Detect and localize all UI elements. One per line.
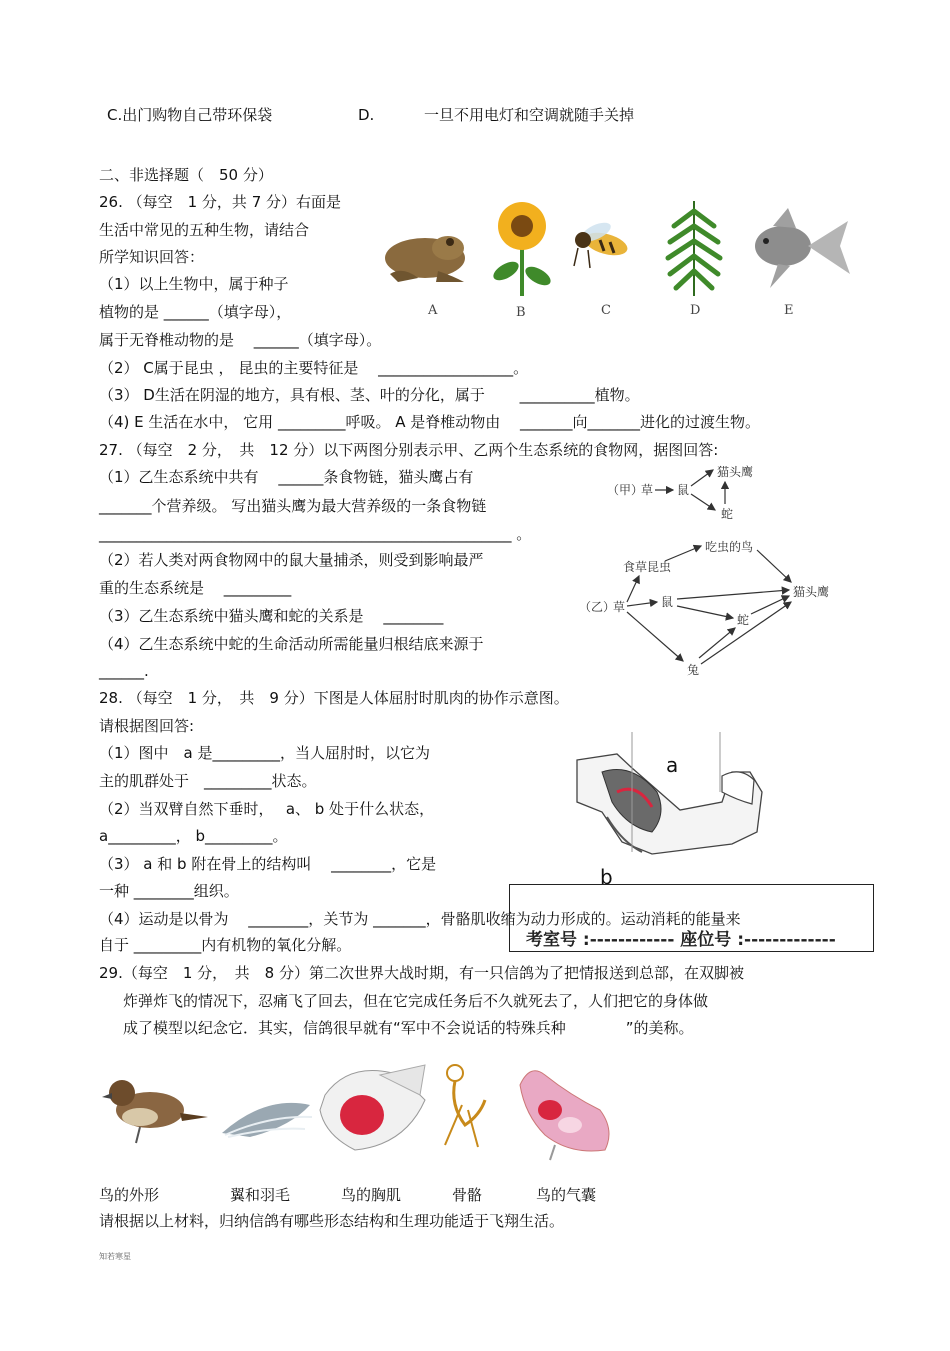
bird-skeleton-image	[445, 1065, 485, 1147]
frog-image	[385, 236, 465, 282]
yi-snake: 蛇	[737, 613, 750, 627]
jia-snake: 蛇	[721, 507, 734, 521]
sunflower-image	[490, 202, 553, 296]
yi-bird: 吃虫的鸟	[705, 540, 754, 554]
q28-line-5: （2）当双臂自然下垂时， a、 b 处于什么状态，	[99, 800, 435, 818]
q27-line-3: _______个营养级。 写出猫头鹰为最大营养级的一条食物链	[99, 497, 487, 515]
section-heading: 二、非选择题（ 50 分）	[99, 166, 273, 184]
label-c: C	[601, 303, 611, 318]
q26-line-7: （2） C属于昆虫 ， 昆虫的主要特征是 __________________。	[99, 359, 529, 377]
q29-line-4: 请根据以上材料，归纳信鸽有哪些形态结构和生理功能适于飞翔生活。	[99, 1212, 565, 1230]
q29-line-3: 成了模型以纪念它．其实，信鸽很早就有“军中不会说话的特殊兵种 ”的美称。	[123, 1019, 694, 1037]
q26-line-8: （3） D生活在阴湿的地方，具有根、茎、叶的分化，属于 __________植物。	[99, 386, 640, 404]
q26-line-4: （1）以上生物中，属于种子	[99, 275, 289, 293]
yi-mouse: 鼠	[661, 595, 674, 609]
jia-tag: （甲）	[607, 483, 644, 497]
arm-label-a: a	[666, 753, 679, 777]
q26-line-6: 属于无脊椎动物的是 ______（填字母）。	[99, 331, 382, 349]
bird-muscle-image	[320, 1065, 425, 1150]
caption-air-sac: 鸟的气囊	[536, 1186, 597, 1204]
jia-grass: 草	[641, 483, 654, 497]
arm-muscle-figure	[572, 732, 772, 892]
q27-line-9: ______.	[99, 662, 149, 680]
label-d: D	[690, 303, 701, 318]
caption-skeleton: 骨骼	[452, 1186, 483, 1204]
sparrow-image	[102, 1080, 208, 1143]
q26-line-5: 植物的是 ______（填字母），	[99, 303, 292, 321]
arm-label-b: b	[600, 865, 613, 889]
q28-line-9: （4）运动是以骨为 ________，关节为 _______，骨骼肌收缩为动力形成的。运动消耗的能量来	[99, 910, 741, 928]
yi-insect: 食草昆虫	[623, 560, 672, 574]
q26-line-2: 生活中常见的五种生物，请结合	[99, 221, 310, 239]
wing-feathers-image	[222, 1103, 312, 1137]
q27-line-2: （1）乙生态系统中共有 ______条食物链，猫头鹰占有	[99, 468, 474, 486]
fern-image	[668, 201, 720, 296]
q26-line-1: 26. （每空 1 分，共 7 分）右面是	[99, 193, 342, 211]
q27-line-1: 27. （每空 2 分， 共 12 分）以下两图分别表示甲、乙两个生态系统的食物网，据图回答:	[99, 441, 719, 459]
exam-seat-box	[509, 884, 874, 952]
q27-line-7: （3）乙生态系统中猫头鹰和蛇的关系是 ________	[99, 607, 444, 625]
q27-line-6: 重的生态系统是 _________	[99, 579, 292, 597]
label-a: A	[428, 303, 438, 318]
yi-owl: 猫头鹰	[793, 585, 830, 599]
goldfish-image	[755, 208, 850, 288]
q28-line-6: a_________， b_________。	[99, 827, 288, 845]
q27-line-8: （4）乙生态系统中蛇的生命活动所需能量归根结底来源于	[99, 635, 484, 653]
caption-bird-shape: 鸟的外形	[99, 1186, 160, 1204]
organisms-figure	[378, 196, 853, 326]
q27-line-4: _______________________________________________________ 。	[99, 525, 532, 543]
jia-owl: 猫头鹰	[717, 465, 754, 479]
q28-line-10: 自于 _________内有机物的氧化分解。	[99, 936, 352, 954]
q29-line-1: 29.（每空 1 分， 共 8 分）第二次世界大战时期，有一只信鸽为了把情报送到总部，在双脚被	[99, 964, 744, 982]
bird-figures	[100, 1055, 620, 1165]
bee-image	[574, 219, 630, 268]
q28-line-3: （1）图中 a 是_________，当人屈肘时，以它为	[99, 744, 431, 762]
footer-note: 知若寒星	[99, 1252, 131, 1261]
option-d: 一旦不用电灯和空调就随手关掉	[424, 106, 635, 124]
q28-line-1: 28. （每空 1 分， 共 9 分）下图是人体屈肘时肌肉的协作示意图。	[99, 689, 569, 707]
option-d-letter: D.	[358, 106, 375, 124]
yi-tag: （乙）	[579, 600, 616, 614]
q29-line-2: 炸弹炸飞的情况下，忍痛飞了回去，但在它完成任务后不久就死去了，人们把它的身体做	[123, 992, 709, 1010]
option-c: C.出门购物自己带环保袋	[107, 106, 273, 124]
q28-line-7: （3） a 和 b 附在骨上的结构叫 ________，它是	[99, 855, 437, 873]
caption-muscle: 鸟的胸肌	[341, 1186, 402, 1204]
q28-line-2: 请根据图回答:	[99, 717, 195, 735]
q28-line-4: 主的肌群处于 _________状态。	[99, 772, 317, 790]
jia-mouse: 鼠	[677, 483, 690, 497]
q27-line-5: （2）若人类对两食物网中的鼠大量捕杀，则受到影响最严	[99, 551, 484, 569]
yi-rabbit: 兔	[687, 663, 700, 677]
caption-wing: 翼和羽毛	[230, 1186, 291, 1204]
q28-line-8: 一种 ________组织。	[99, 882, 239, 900]
label-e: E	[784, 303, 794, 318]
exam-seat-text: 考室号 :------------ 座位号 :-------------	[526, 930, 836, 950]
yi-grass: 草	[613, 600, 626, 614]
q26-line-9: （4) E 生活在水中， 它用 _________呼吸。 A 是脊椎动物由 _______向_______进化的过渡生物。	[99, 413, 761, 431]
bird-air-sac-image	[520, 1071, 609, 1160]
q26-line-3: 所学知识回答：	[99, 248, 205, 266]
food-web-figure	[575, 456, 845, 686]
label-b: B	[516, 305, 526, 320]
